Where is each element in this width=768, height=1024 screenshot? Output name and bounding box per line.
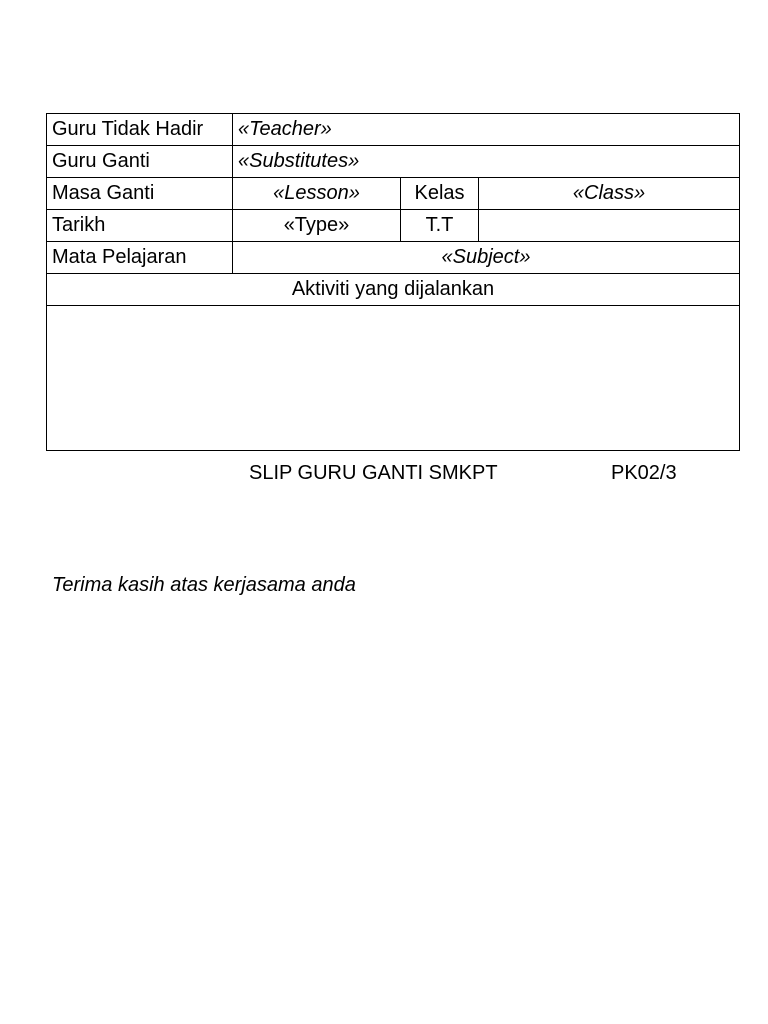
- table-row: [47, 146, 740, 178]
- absent-teacher-label: Guru Tidak Hadir: [47, 114, 233, 146]
- subject-value[interactable]: «Subject»: [233, 242, 740, 274]
- table-row: [47, 274, 740, 306]
- table-row: [47, 242, 740, 274]
- class-value[interactable]: «Class»: [479, 178, 740, 210]
- table-row: [47, 306, 740, 451]
- substitute-slip-table: [46, 113, 740, 451]
- form-code: PK02/3: [611, 462, 677, 484]
- class-label: Kelas: [401, 178, 479, 210]
- period-label: Masa Ganti: [47, 178, 233, 210]
- substitute-teacher-label: Guru Ganti: [47, 146, 233, 178]
- absent-teacher-value[interactable]: «Teacher»: [233, 114, 740, 146]
- thanks-note: Terima kasih atas kerjasama anda: [52, 574, 356, 596]
- subject-label: Mata Pelajaran: [47, 242, 233, 274]
- table-row: [47, 210, 740, 242]
- date-label: Tarikh: [47, 210, 233, 242]
- table-row: [47, 114, 740, 146]
- slip-title: SLIP GURU GANTI SMKPT: [249, 462, 498, 484]
- substitute-teacher-value[interactable]: «Substitutes»: [233, 146, 740, 178]
- date-value[interactable]: «Type»: [233, 210, 401, 242]
- signature-label: T.T: [401, 210, 479, 242]
- table-row: [47, 178, 740, 210]
- activity-header: Aktiviti yang dijalankan: [47, 274, 740, 306]
- activity-area[interactable]: [47, 306, 740, 451]
- signature-value[interactable]: [479, 210, 740, 242]
- period-value[interactable]: «Lesson»: [233, 178, 401, 210]
